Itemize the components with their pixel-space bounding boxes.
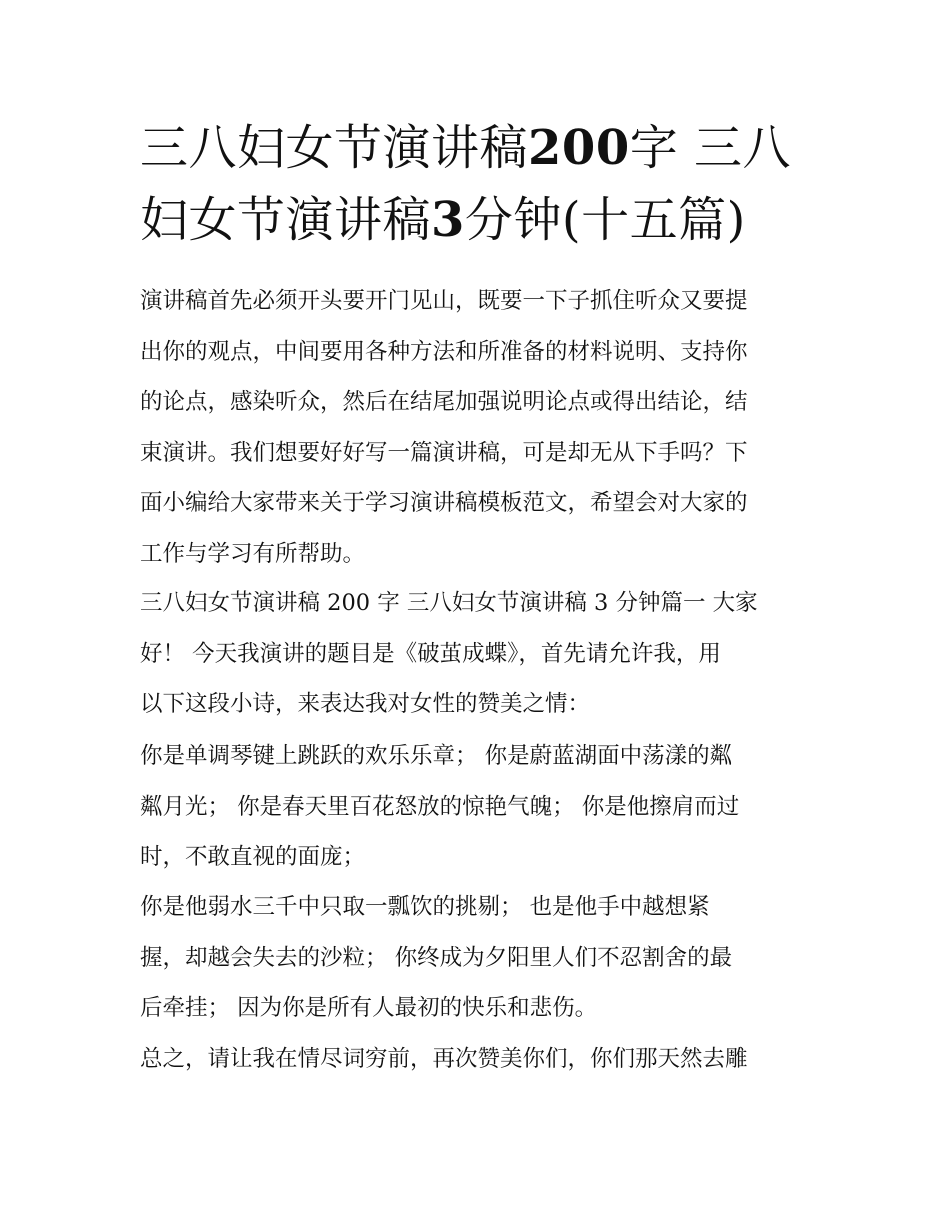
text-line: 总之，请让我在情尽词穷前，再次赞美你们，你们那天然去雕	[140, 1046, 748, 1072]
title-line: 三八妇女节演讲稿200字 三八	[140, 120, 791, 176]
text-line: 工作与学习有所帮助。	[140, 540, 366, 567]
text-line: 三八妇女节演讲稿 200 字 三八妇女节演讲稿 3 分钟篇一 大家	[140, 590, 758, 616]
document-title	[140, 112, 820, 256]
text-line: 束演讲。我们想要好好写一篇演讲稿，可是却无从下手吗？下	[140, 439, 748, 466]
text-line: 粼月光； 你是春天里百花怒放的惊艳气魄； 你是他擦肩而过	[140, 793, 740, 820]
text-line: 以下这段小诗，来表达我对女性的赞美之情：	[140, 691, 591, 717]
text-line: 出你的观点，中间要用各种方法和所准备的材料说明、支持你	[140, 338, 748, 365]
speech-opening-paragraph	[140, 578, 820, 730]
poem-paragraph	[140, 882, 820, 1034]
text-line: 面小编给大家带来关于学习演讲稿模板范文，希望会对大家的	[140, 490, 748, 516]
text-line: 时，不敢直视的面庞；	[140, 844, 366, 870]
text-line: 演讲稿首先必须开头要开门见山，既要一下子抓住听众又要提	[140, 288, 748, 314]
text-line: 你是他弱水三千中只取一瓢饮的挑剔； 也是他手中越想紧	[140, 894, 710, 920]
text-line: 的论点，感染听众，然后在结尾加强说明论点或得出结论，结	[140, 389, 748, 415]
poem-paragraph	[140, 731, 820, 883]
intro-paragraph	[140, 276, 820, 579]
text-line: 后牵挂； 因为你是所有人最初的快乐和悲伤。	[140, 995, 598, 1021]
title-line: 妇女节演讲稿3分钟(十五篇)	[140, 192, 746, 248]
text-line: 握，却越会失去的沙粒； 你终成为夕阳里人们不忍割舍的最	[140, 944, 733, 971]
text-line: 好！ 今天我演讲的题目是《破茧成蝶》，首先请允许我，用	[140, 640, 721, 667]
text-line: 你是单调琴键上跳跃的欢乐乐章； 你是蔚蓝湖面中荡漾的粼	[140, 743, 733, 769]
closing-paragraph	[140, 1034, 820, 1085]
